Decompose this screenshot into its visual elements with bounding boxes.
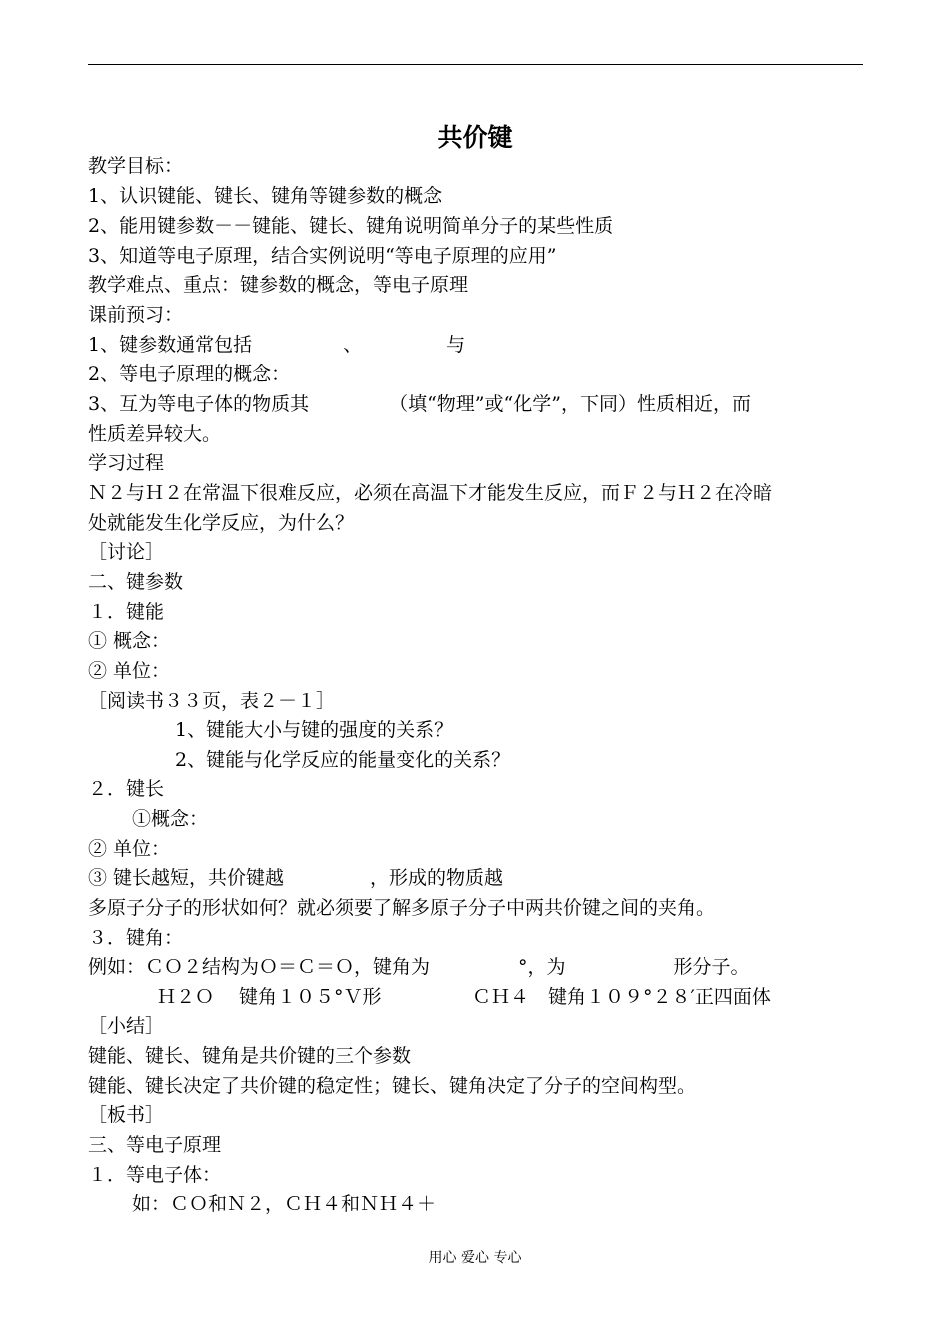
summary-2: 键能、键长决定了共价键的稳定性；键长、键角决定了分子的空间构型。 <box>88 1075 697 1097</box>
preview-1 <box>88 332 465 358</box>
isoelectronic-heading: １．等电子体： <box>88 1164 222 1186</box>
preview-3-text: 3、互为等电子体的物质其 <box>88 393 310 415</box>
bond-length-note <box>88 865 503 891</box>
isoelectronic-example: 如：ＣＯ和Ｎ２，ＣＨ４和ＮＨ４＋ <box>132 1193 437 1215</box>
summary-1: 键能、键长、键角是共价键的三个参数 <box>88 1045 412 1067</box>
page-footer: 用心 爱心 专心 <box>428 1250 522 1266</box>
preview-1-sep: 、 <box>343 334 363 356</box>
question-1: 1、键能大小与键的强度的关系？ <box>175 719 454 741</box>
board-heading: ［板书］ <box>88 1104 165 1126</box>
bond-length-unit: ② 单位： <box>88 838 171 860</box>
section-2-heading: 二、键参数 <box>88 571 184 593</box>
process-heading: 学习过程 <box>88 452 165 474</box>
goal-2: 2、能用键参数－－键能、键长、键角说明简单分子的某些性质 <box>88 215 614 237</box>
bond-energy-unit: ② 单位： <box>88 660 171 682</box>
question-2: 2、键能与化学反应的能量变化的关系？ <box>175 749 511 771</box>
discussion-label: ［讨论］ <box>88 541 165 563</box>
example-co2 <box>88 954 750 980</box>
reading-note: ［阅读书３３页，表２－１］ <box>88 690 336 712</box>
example-h2o: Ｈ２Ｏ 键角１０５°Ｖ形 <box>157 986 382 1008</box>
bond-length-concept: ①概念： <box>132 808 209 830</box>
preview-3-fill: （填“物理”或“化学”，下同）性质相近，而 <box>389 393 751 415</box>
bond-energy-heading: １．键能 <box>88 601 165 623</box>
summary-heading: ［小结］ <box>88 1015 165 1037</box>
page-title: 共价键 <box>437 123 513 152</box>
bond-length-heading: ２．键长 <box>88 778 165 800</box>
bond-length-note-tail: ，形成的物质越 <box>370 867 504 889</box>
preview-3-cont: 性质差异较大。 <box>88 423 222 445</box>
bond-length-note-text: ③ 键长越短，共价键越 <box>88 867 285 889</box>
bond-angle-heading: ３．键角： <box>88 927 184 949</box>
example-co2-shape: 形分子。 <box>673 956 750 978</box>
polyatomic-question: 多原子分子的形状如何？就必须要了解多原子分子中两共价键之间的夹角。 <box>88 897 716 919</box>
bond-energy-concept: ① 概念： <box>88 630 171 652</box>
header-rule <box>88 64 863 65</box>
example-co2-degree: °，为 <box>518 956 566 978</box>
preview-heading: 课前预习： <box>88 304 184 326</box>
question-line-2: 处就能发生化学反应，为什么？ <box>88 512 355 534</box>
example-ch4: ＣＨ４ 键角１０９°２８′正四面体 <box>472 986 771 1008</box>
goal-1: 1、认识键能、键长、键角等键参数的概念 <box>88 185 443 207</box>
example-co2-text: 例如：ＣＯ２结构为Ｏ＝Ｃ＝Ｏ，键角为 <box>88 956 431 978</box>
preview-3 <box>88 391 751 417</box>
preview-1-and: 与 <box>446 334 466 356</box>
question-line-1: Ｎ２与Ｈ２在常温下很难反应，必须在高温下才能发生反应，而Ｆ２与Ｈ２在冷暗 <box>88 482 773 504</box>
preview-1-text: 1、键参数通常包括 <box>88 334 253 356</box>
goal-3: 3、知道等电子原理，结合实例说明“等电子原理的应用” <box>88 245 557 267</box>
preview-2: 2、等电子原理的概念： <box>88 363 291 385</box>
goals-heading: 教学目标： <box>88 155 184 177</box>
key-points: 教学难点、重点：键参数的概念，等电子原理 <box>88 274 469 296</box>
section-3-heading: 三、等电子原理 <box>88 1134 222 1156</box>
